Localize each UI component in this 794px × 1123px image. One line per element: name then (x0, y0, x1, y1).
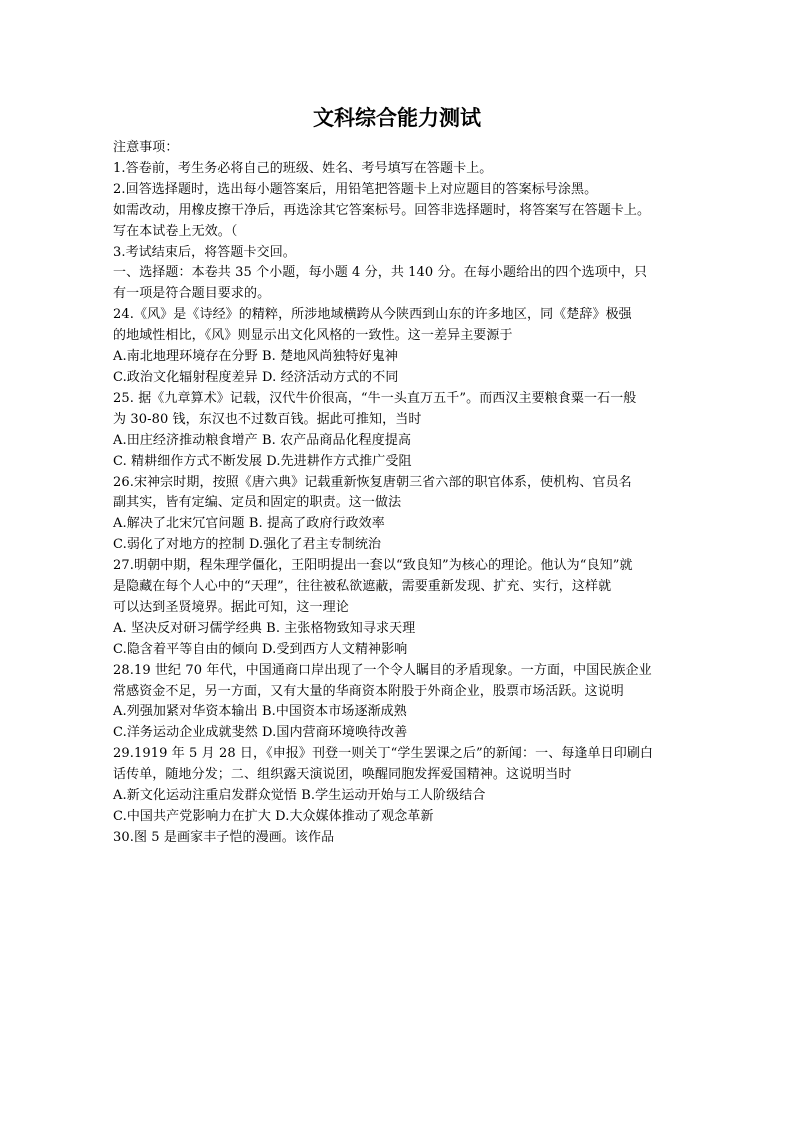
question-28-stem: 28.19 世纪 70 年代，中国通商口岸出现了一个令人瞩目的矛盾现象。一方面，中国民族企业 (113, 662, 652, 678)
text-line: 注意事项： (113, 140, 179, 155)
text-line: 1.答卷前，考生务必将自己的班级、姓名、考号填写在答题卡上。 (113, 160, 493, 176)
text-line: 3.考试结束后，将答题卡交回。 (113, 244, 296, 260)
question-29-options: C.中国共产党影响力在扩大 D.大众媒体推动了观念革新 (113, 809, 434, 824)
question-24-stem: 24.《风》是《诗经》的精粹，所涉地域横跨从今陕西到山东的许多地区，同《楚辞》极强 (113, 307, 632, 323)
text-line: 有一项是符合题目要求的。 (113, 286, 271, 302)
document-body (113, 138, 693, 849)
question-28-options: A.列强加紧对华资本输出 B.中国资本市场逐渐成熟 (113, 704, 407, 720)
question-25-options: A.田庄经济推动粮食增产 B. 农产品商品化程度提高 (113, 432, 412, 448)
question-27-stem: 27.明朝中期，程朱理学僵化，王阳明提出一套以“致良知”为核心的理论。他认为“良知”就 (113, 558, 633, 574)
text-line: 写在本试卷上无效。（ (113, 223, 238, 239)
question-29-stem: 29.1919 年 5 月 28 日，《申报》刊登一则关丁“学生罢课之后”的新闻：一、每逢单日印刷白 (113, 746, 654, 762)
question-25-options: C. 精耕细作方式不断发展 D.先进耕作方式推广受阻 (113, 453, 412, 469)
text-line: 一、选择题：本卷共 35 个小题，每小题 4 分，共 140 分。在每小题给出的四个选项中，只 (113, 265, 648, 281)
question-25-stem: 25. 据《九章算术》记载，汉代牛价很高，“牛一头直万五千”。而西汉主要粮食粟一石一般 (113, 390, 637, 406)
question-24-stem: 的地域性相比，《风》则显示出文化风格的一致性。这一差异主要源于 (113, 328, 513, 344)
question-27-stem: 可以达到圣贤境界。据此可知，这一理论 (113, 599, 349, 615)
question-26-options: A.解决了北宋冗官问题 B. 提高了政府行政效率 (113, 516, 385, 532)
question-29-options: A.新文化运动注重启发群众觉悟 B.学生运动开始与工人阶级结合 (113, 788, 486, 804)
question-28-options: C.洋务运动企业成就斐然 D.国内营商环境唤待改善 (113, 725, 408, 741)
question-27-options: A. 坚决反对研习儒学经典 B. 主张格物致知寻求天理 (113, 620, 416, 636)
text-line: 2.回答选择题时，选出每小题答案后，用铅笔把答题卡上对应题目的答案标号涂黑。 (113, 181, 598, 197)
question-26-stem: 副其实，皆有定编、定员和固定的职责。这一做法 (113, 495, 402, 511)
question-24-options: C.政治文化辐射程度差异 D. 经济活动方式的不同 (113, 369, 399, 385)
question-28-stem: 常感资金不足，另一方面，又有大量的华商资本附股于外商企业，股票市场活跃。这说明 (113, 683, 624, 699)
question-26-stem: 26.宋神宗时期，按照《唐六典》记载重新恢复唐朝三省六部的职官体系，使机构、官员名 (113, 474, 632, 490)
text-line: 如需改动，用橡皮擦干净后，再选涂其它答案标号。回答非选择题时，将答案写在答题卡上。 (113, 202, 651, 218)
question-24-options: A.南北地理环境存在分野 B. 楚地风尚独特好鬼神 (113, 349, 398, 365)
question-27-options: C.隐含着平等自由的倾向 D.受到西方人文精神影响 (113, 641, 408, 657)
question-30-stem: 30.图 5 是画家丰子恺的漫画。该作品 (113, 829, 335, 845)
question-29-stem: 话传单，随地分发；二、组织露天演说团，唤醒同胞发挥爱国精神。这说明当时 (113, 767, 572, 783)
question-25-stem: 为 30-80 钱，东汉也不过数百钱。据此可推知，当时 (113, 411, 422, 427)
question-26-options: C.弱化了对地方的控制 D.强化了君主专制统治 (113, 537, 382, 553)
page-title: 文科综合能力测试 (313, 106, 481, 130)
question-27-stem: 是隐藏在每个人心中的“天理”，往往被私欲遮蔽，需要重新发现、扩充、实行，这样就 (113, 579, 612, 595)
